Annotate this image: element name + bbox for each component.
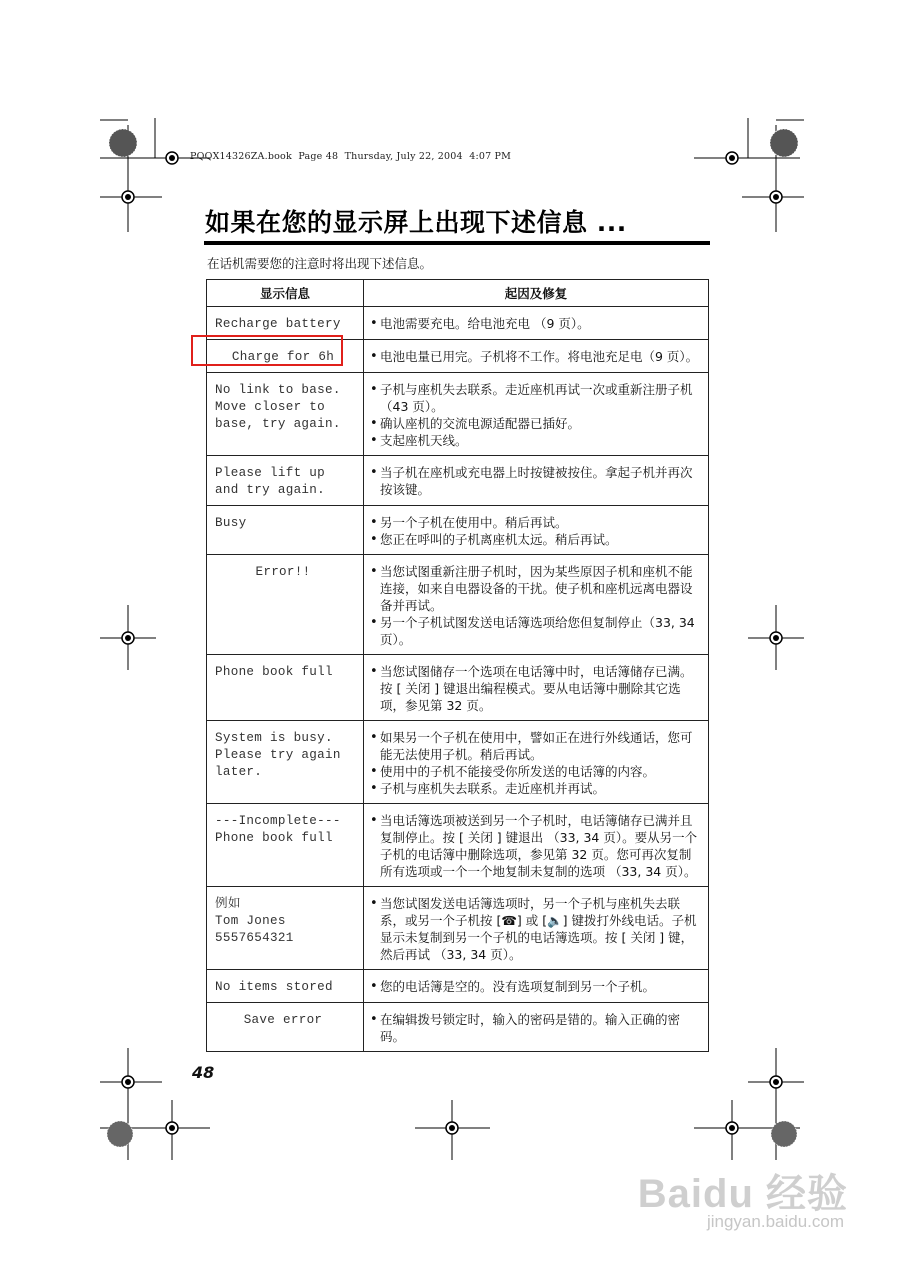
- display-message-cell: No items stored: [207, 970, 364, 1003]
- cause-list-item: • 支起座机天线。: [370, 432, 702, 449]
- display-message-cell: No link to base. Move closer to base, try again.: [207, 373, 364, 456]
- cause-remedy-cell: [364, 340, 709, 373]
- cause-list-item: • 您的电话簿是空的。没有选项复制到另一个子机。: [370, 978, 702, 995]
- cause-list: [370, 729, 702, 797]
- table-row: [207, 721, 709, 804]
- cause-remedy-cell: [364, 456, 709, 506]
- display-message-cell: Please lift up and try again.: [207, 456, 364, 506]
- table-row: [207, 456, 709, 506]
- cause-list: [370, 978, 702, 995]
- cause-list-item: • 电池需要充电。给电池充电 （9 页）。: [370, 315, 702, 332]
- display-message-cell: Recharge battery: [207, 307, 364, 340]
- cause-list-item: • 另一个子机在使用中。稍后再试。: [370, 514, 702, 531]
- table-row: [207, 970, 709, 1003]
- cause-list: [370, 1011, 702, 1045]
- cause-remedy-cell: [364, 373, 709, 456]
- table-row: [207, 804, 709, 887]
- cause-list-item: • 使用中的子机不能接受你所发送的电话簿的内容。: [370, 763, 702, 780]
- title-underline: [204, 241, 710, 245]
- cause-list-item: • 当您试图储存一个选项在电话簿中时，电话簿储存已满。按 [ 关闭 ] 键退出编程模式。要从电话簿中删除其它选项，参见第 32 页。: [370, 663, 702, 714]
- display-message-cell: Charge for 6h: [207, 340, 364, 373]
- display-message-cell: 例如 Tom Jones 5557654321: [207, 887, 364, 970]
- cause-remedy-cell: [364, 655, 709, 721]
- cause-remedy-cell: [364, 506, 709, 555]
- table-row: [207, 1003, 709, 1052]
- cause-list: [370, 563, 702, 648]
- cause-remedy-cell: [364, 307, 709, 340]
- display-message-cell: Phone book full: [207, 655, 364, 721]
- page-number: 48: [192, 1063, 215, 1082]
- cause-list-item: • 电池电量已用完。子机将不工作。将电池充足电（9 页）。: [370, 348, 702, 365]
- book-header-line: PQQX14326ZA.book Page 48 Thursday, July 22, 2004 4:07 PM: [190, 151, 512, 162]
- cause-list: [370, 514, 702, 548]
- cause-list: [370, 464, 702, 498]
- cause-list-item: • 当您试图发送电话簿选项时，另一个子机与座机失去联系，或另一个子机按 [☎] 或 [🔈] 键拨打外线电话。子机显示未复制到另一个子机的电话簿选项。按 [ 关闭 ] 键，然后再试 （33, 34 页）。: [370, 895, 702, 963]
- cause-list-item: • 子机与座机失去联系。走近座机再试一次或重新注册子机 （43 页）。: [370, 381, 702, 415]
- cause-list-item: • 当电话簿选项被送到另一个子机时，电话簿储存已满并且复制停止。按 [ 关闭 ] 键退出 （33, 34 页）。要从另一个子机的电话簿中删除选项，参见第 32 页。您可再次复制所有选项或一个一个地复制未复制的选项 （33, 34 页）。: [370, 812, 702, 880]
- table-row: [207, 373, 709, 456]
- cause-remedy-cell: [364, 1003, 709, 1052]
- table-row: [207, 655, 709, 721]
- table-row: [207, 887, 709, 970]
- cause-list-item: • 当您试图重新注册子机时，因为某些原因子机和座机不能连接，如来自电器设备的干扰。使子机和座机远离电器设备并再试。: [370, 563, 702, 614]
- column-header-cause: 起因及修复: [364, 280, 709, 307]
- column-header-display: 显示信息: [207, 280, 364, 307]
- cause-list: [370, 348, 702, 365]
- cause-remedy-cell: [364, 721, 709, 804]
- display-message-table: [206, 279, 709, 1052]
- page-title: 如果在您的显示屏上出现下述信息 ...: [205, 208, 627, 237]
- cause-list-item: • 子机与座机失去联系。走近座机并再试。: [370, 780, 702, 797]
- cause-list: [370, 381, 702, 449]
- intro-text: 在话机需要您的注意时将出现下述信息。: [207, 256, 433, 271]
- cause-list-item: • 您正在呼叫的子机离座机太远。稍后再试。: [370, 531, 702, 548]
- cause-list-item: • 当子机在座机或充电器上时按键被按住。拿起子机并再次按该键。: [370, 464, 702, 498]
- cause-list-item: • 另一个子机试图发送电话簿选项给您但复制停止（33, 34 页）。: [370, 614, 702, 648]
- display-message-cell: ---Incomplete--- Phone book full: [207, 804, 364, 887]
- watermark-url: jingyan.baidu.com: [706, 1212, 844, 1231]
- cause-remedy-cell: [364, 970, 709, 1003]
- cause-list: [370, 315, 702, 332]
- cause-list-item: • 如果另一个子机在使用中，譬如正在进行外线通话，您可能无法使用子机。稍后再试。: [370, 729, 702, 763]
- table-row: [207, 555, 709, 655]
- display-message-cell: System is busy. Please try again later.: [207, 721, 364, 804]
- cause-list: [370, 895, 702, 963]
- table-row: [207, 506, 709, 555]
- table-header-row: [207, 280, 709, 307]
- cause-remedy-cell: [364, 804, 709, 887]
- cause-list: [370, 812, 702, 880]
- cause-list-item: • 在编辑拨号锁定时，输入的密码是错的。输入正确的密码。: [370, 1011, 702, 1045]
- display-message-cell: Busy: [207, 506, 364, 555]
- watermark-logo: Baidu 经验: [637, 1172, 848, 1216]
- cause-remedy-cell: [364, 555, 709, 655]
- cause-list: [370, 663, 702, 714]
- cause-list-item: • 确认座机的交流电源适配器已插好。: [370, 415, 702, 432]
- cause-remedy-cell: [364, 887, 709, 970]
- display-message-cell: Save error: [207, 1003, 364, 1052]
- highlight-box: [191, 335, 343, 366]
- display-message-cell: Error!!: [207, 555, 364, 655]
